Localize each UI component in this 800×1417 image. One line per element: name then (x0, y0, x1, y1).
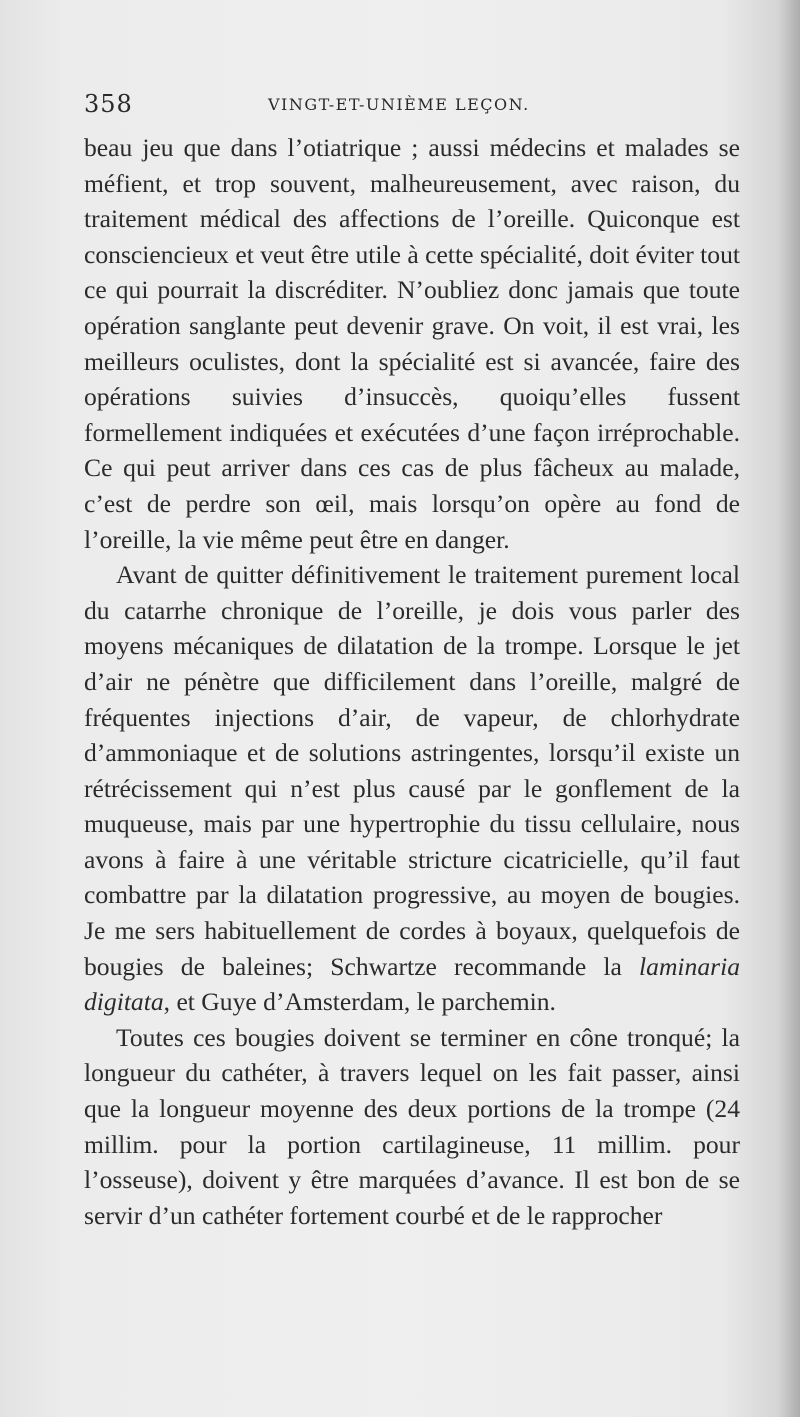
page-edge-shadow (778, 0, 800, 1417)
paragraph-dilatation-ending: , et Guye d’Amsterdam, le parchemin. (163, 987, 556, 1017)
italic-term-laminaria: laminaria digitata (84, 951, 740, 1017)
paragraph-dilatation (84, 557, 740, 1020)
page-header (84, 90, 740, 124)
body-text (84, 130, 740, 1233)
paragraph-dilatation-text: Avant de quitter définitivement le traitement purement local du catarrhe chronique de l’oreille, je dois vous parler des moyens mécaniques de dilatation de la trompe. Lorsque le jet d’air ne pénètre que difficilement dans l’oreille, malgré de fréquentes injections d’air, de vapeur, de chlorhydrate d’ammoniaque et de solutions astringentes, lorsqu’il existe un rétrécissement qui n’est plus causé par le gonflement de la muqueuse, mais par une hypertrophie du tissu cellulaire, nous avons à faire à une véritable stricture cicatricielle, qu’il faut combattre par la dilatation progressive, au moyen de bougies. Je me sers habituellement de cordes à boyaux, quelquefois de bougies de baleines; Schwartze recommande la (84, 560, 740, 981)
paragraph-bougies: Toutes ces bougies doivent se terminer en cône tronqué; la longueur du cathéter, à travers lequel on les fait passer, ainsi que la longueur moyenne des deux portions de la trompe (24 millim. pour la portion cartilagineuse, 11 millim. pour l’osseuse), doivent y être marquées d’avance. Il est bon de se servir d’un cathéter fortement courbé et de le rapprocher (84, 1022, 740, 1230)
paragraph-continued: beau jeu que dans l’otiatrique ; aussi médecins et malades se méfient, et trop souvent, malheureusement, avec raison, du traitement médical des affections de l’oreille. Quiconque est consciencieux et veut être utile à cette spécialité, doit éviter tout ce qui pourrait la discréditer. N’oubliez donc jamais que toute opération sanglante peut devenir grave. On voit, il est vrai, les meilleurs oculistes, dont la spécialité est si avancée, faire des opérations suivies d’insuccès, quoiqu’elles fussent formellement indiquées et exécutées d’une façon irréprochable. Ce qui peut arriver dans ces cas de plus fâcheux au malade, c’est de perdre son œil, mais lorsqu’on opère au fond de l’oreille, la vie même peut être en danger. (84, 133, 740, 554)
running-head: VINGT-ET-UNIÈME LEÇON. (268, 95, 530, 114)
page-number: 358 (84, 90, 133, 118)
